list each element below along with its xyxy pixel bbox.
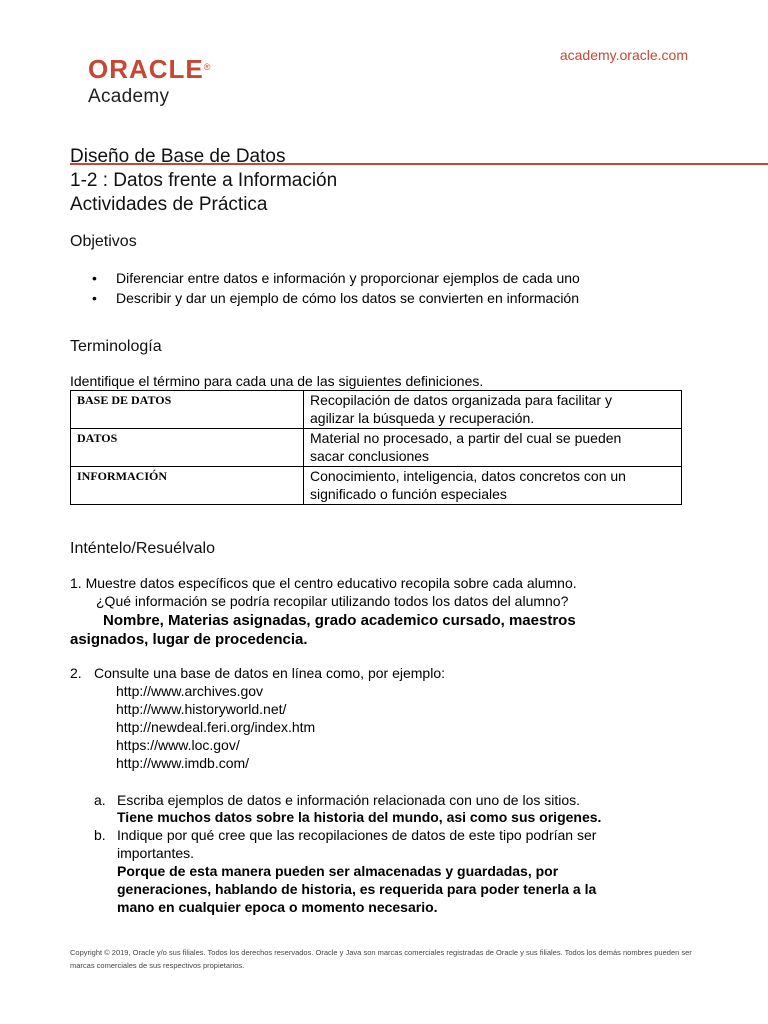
item-b-answer-line2: generaciones, hablando de historia, es requerida para poder tenerla a la (117, 881, 597, 897)
terminology-heading: Terminología (70, 338, 162, 355)
link-newdeal[interactable]: http://newdeal.feri.org/index.htm (116, 719, 316, 735)
link-historyworld[interactable]: http://www.historyworld.net/ (116, 701, 287, 717)
definition-cell (304, 429, 682, 467)
item-a-label: a. (94, 792, 106, 808)
question-2-text: Consulte una base de datos en línea como, por ejemplo: (94, 665, 446, 681)
term-cell: DATOS (71, 429, 304, 467)
logo-word: ORACLE (88, 54, 204, 84)
objectives-heading: Objetivos (70, 233, 137, 250)
bullet: • (92, 270, 97, 286)
logo-subtitle: Academy (88, 86, 170, 107)
objective-text: Describir y dar un ejemplo de cómo los datos se convierten en información (116, 290, 580, 306)
question-1-line1: 1. Muestre datos específicos que el centro educativo recopila sobre cada alumno. (70, 575, 577, 591)
objectives-list (92, 268, 580, 308)
definition-cell (304, 391, 682, 429)
answer-1-line1: Nombre, Materias asignadas, grado academico cursado, maestros (103, 612, 576, 629)
table-row (71, 467, 682, 505)
oracle-academy-logo (88, 56, 211, 108)
page-title (70, 145, 337, 217)
title-activity: Actividades de Práctica (70, 194, 268, 215)
logo-wordmark (88, 56, 211, 82)
definition-line: Recopilación de datos organizada para facilitar y (310, 392, 612, 408)
definition-line: agilizar la búsqueda y recuperación. (310, 410, 535, 426)
term-cell: INFORMACIÓN (71, 467, 304, 505)
item-b-answer-line3: mano en cualquier epoca o momento necesario. (117, 899, 438, 915)
bullet: • (92, 290, 97, 306)
site-url-link[interactable]: academy.oracle.com (559, 47, 688, 63)
question-1-line2: ¿Qué información se podría recopilar utilizando todos los datos del alumno? (96, 593, 569, 609)
item-a-text: Escriba ejemplos de datos e información relacionada con uno de los sitios. (117, 792, 581, 808)
list-item (92, 268, 580, 288)
footer-line: marcas comerciales de sus respectivos propietarios. (70, 961, 245, 970)
list-item (92, 288, 580, 308)
item-b-answer-line1: Porque de esta manera pueden ser almacenadas y guardadas, por (117, 863, 559, 879)
terminology-intro: Identifique el término para cada una de las siguientes definiciones. (70, 373, 484, 389)
answer-1-line2: asignados, lugar de procedencia. (70, 631, 308, 648)
item-b-label: b. (94, 827, 106, 843)
definition-cell (304, 467, 682, 505)
copyright-footer (70, 946, 710, 972)
item-b-text-line1: Indique por qué cree que las recopilaciones de datos de este tipo podrían ser (117, 827, 597, 843)
database-links (116, 682, 315, 772)
definition-line: significado o función especiales (310, 486, 507, 502)
logo-trademark: ® (203, 62, 212, 72)
definition-line: Material no procesado, a partir del cual se pueden (310, 430, 622, 446)
link-imdb[interactable]: http://www.imdb.com/ (116, 755, 250, 771)
link-archives[interactable]: http://www.archives.gov (116, 683, 264, 699)
question-2-number: 2. (70, 665, 82, 681)
title-lesson: 1-2 : Datos frente a Información (70, 170, 338, 191)
title-course: Diseño de Base de Datos (70, 146, 286, 167)
footer-line: Copyright © 2019, Oracle y/o sus filiales. Todos los derechos reservados. Oracle y Java son marcas comerciales registradas de Oracle y sus filiales. Todos los demás nombres pueden ser (70, 948, 692, 957)
item-b-text-line2: importantes. (117, 845, 195, 861)
practice-heading: Inténtelo/Resuélvalo (70, 540, 215, 557)
table-row (71, 429, 682, 467)
definition-line: Conocimiento, inteligencia, datos concretos con un (310, 468, 626, 484)
link-loc[interactable]: https://www.loc.gov/ (116, 737, 240, 753)
objective-text: Diferenciar entre datos e información y proporcionar ejemplos de cada uno (116, 270, 580, 286)
definition-line: sacar conclusiones (310, 448, 430, 464)
item-a-answer: Tiene muchos datos sobre la historia del mundo, asi como sus origenes. (117, 809, 602, 825)
terminology-table (70, 390, 682, 505)
table-row (71, 391, 682, 429)
term-cell: BASE DE DATOS (71, 391, 304, 429)
